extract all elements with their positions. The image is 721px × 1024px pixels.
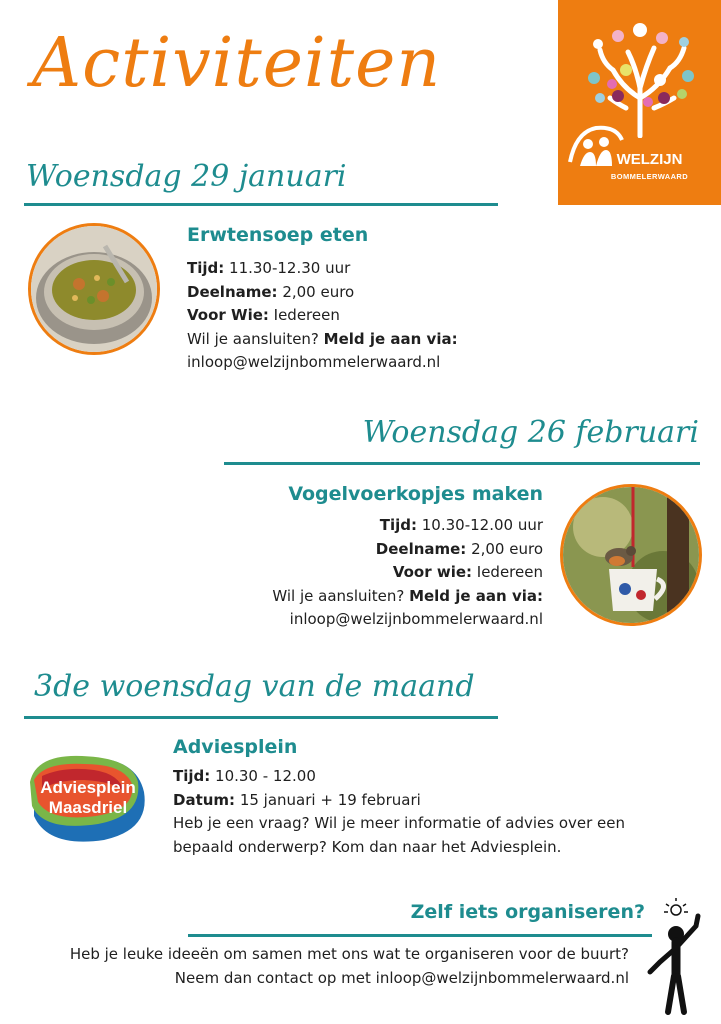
detail-value: 10.30-12.00 uur — [416, 516, 543, 534]
detail-value: 11.30-12.30 uur — [224, 259, 351, 277]
join-line — [187, 328, 507, 352]
email-link[interactable]: inloop@welzijnbommelerwaard.nl — [187, 353, 441, 371]
section-2-activity-title: Vogelvoerkopjes maken — [288, 483, 543, 505]
detail-label: Tijd: — [379, 516, 417, 534]
bird-feeder-image — [560, 484, 702, 626]
detail-row — [173, 765, 673, 789]
section-3-activity-title: Adviesplein — [173, 736, 298, 758]
description-line: bepaald onderwerp? Kom dan naar het Adviesplein. — [173, 837, 562, 856]
soup-bowl-icon — [31, 226, 157, 352]
detail-value: 2,00 euro — [277, 282, 355, 301]
join-text: Wil je aansluiten? — [187, 329, 324, 348]
detail-value: Iedereen — [268, 306, 340, 324]
join-bold: Meld je aan via: — [409, 586, 543, 605]
detail-value: 15 januari + 19 februari — [235, 790, 421, 809]
detail-value: 10.30 - 12.00 — [210, 767, 316, 785]
detail-label: Deelname: — [375, 539, 467, 558]
detail-row — [183, 514, 543, 538]
detail-label: Datum: — [173, 790, 236, 809]
section-1-details — [187, 257, 507, 375]
brand-subname: BOMMELERWAARD — [610, 172, 689, 181]
detail-value: 2,00 euro — [466, 539, 543, 558]
section-1-activity-title: Erwtensoep eten — [187, 224, 369, 246]
section-2-date: Woensdag 26 februari — [362, 415, 699, 450]
join-text: Wil je aansluiten? — [272, 586, 410, 605]
idea-person-icon — [640, 896, 710, 1016]
page-title: Activiteiten — [32, 24, 442, 103]
organize-line: Neem dan contact op met inloop@welzijnbommelerwaard.nl — [174, 968, 629, 987]
section-1-divider — [24, 203, 498, 206]
detail-value: Iedereen — [472, 563, 543, 581]
adviesplein-logo-line2: Maasdriel — [48, 798, 128, 817]
adviesplein-logo — [24, 752, 152, 848]
detail-label: Tijd: — [187, 259, 225, 277]
organize-line: Heb je leuke ideeën om samen met ons wat te organiseren voor de buurt? — [69, 945, 629, 963]
welzijn-logo — [558, 0, 721, 205]
bird-cup-icon — [563, 487, 699, 623]
adviesplein-logo-line1: Adviesplein — [40, 778, 136, 797]
section-2-details — [183, 514, 543, 632]
section-3-date: 3de woensdag van de maand — [34, 669, 475, 704]
brand-name: WELZIJN — [616, 151, 683, 168]
organize-text — [9, 943, 629, 990]
detail-label: Tijd: — [173, 767, 211, 785]
description-line: Heb je een vraag? Wil je meer informatie of advies over een — [173, 814, 626, 832]
join-line — [183, 585, 543, 609]
detail-row — [187, 257, 507, 281]
detail-label: Voor Wie: — [187, 306, 269, 324]
pea-soup-image — [28, 223, 160, 355]
organize-divider — [188, 934, 652, 937]
join-bold: Meld je aan via: — [323, 329, 458, 348]
section-3-details — [173, 765, 673, 859]
organize-title: Zelf iets organiseren? — [410, 901, 645, 923]
section-1-date: Woensdag 29 januari — [26, 159, 347, 194]
detail-label: Voor wie: — [392, 563, 473, 581]
email-link[interactable]: inloop@welzijnbommelerwaard.nl — [289, 610, 543, 628]
detail-row — [173, 789, 673, 813]
detail-label: Deelname: — [187, 282, 278, 301]
detail-row — [183, 561, 543, 585]
detail-row — [187, 281, 507, 305]
detail-row — [183, 538, 543, 562]
detail-row — [187, 304, 507, 328]
tree-logo-icon — [578, 18, 703, 138]
section-2-divider — [224, 462, 700, 465]
section-3-divider — [24, 716, 498, 719]
